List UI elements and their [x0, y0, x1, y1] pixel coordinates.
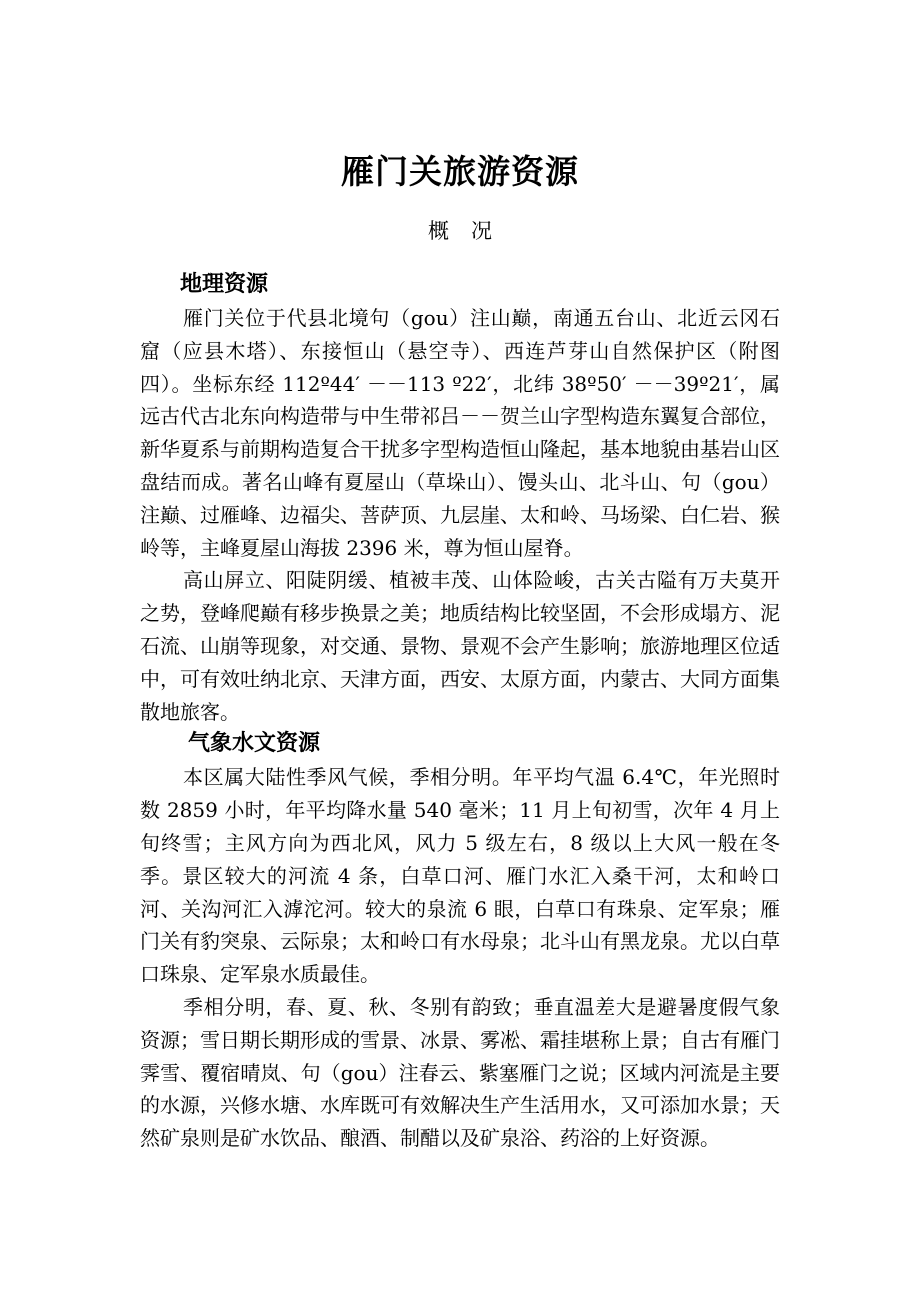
section-heading: 气象水文资源 [188, 731, 321, 757]
section-heading: 地理资源 [180, 272, 269, 297]
paragraph: 季相分明，春、夏、秋、冬别有韵致；垂直温差大是避暑度假气象资源；雪日期长期形成的雪景、冰景、雾凇、霜挂堪称上景；自古有雁门霁雪、覆宿晴岚、句（gou）注春云、紫塞雁门之说；区域内河流是主要的水源，兴修水塘、水库既可有效解决生产生活用水，又可添加水景；天然矿泉则是矿水饮品、酿酒、制醋以及矿泉浴、药浴的上好资源。 [140, 994, 780, 1151]
page-title: 雁门关旅游资源 [341, 152, 579, 191]
document-body [140, 268, 780, 1155]
page-subtitle: 概况 [428, 219, 514, 243]
paragraph: 雁门关位于代县北境句（gou）注山巅，南通五台山、北近云冈石窟（应县木塔）、东接恒山（悬空寺）、西连芦芽山自然保护区（附图四）。坐标东经 112º44′ －－113 º22′，北纬 38º50′ －－39º21′，属远古代古北东向构造带与中生带祁吕－－贺兰山字型构造东翼复合部位，新华夏系与前期构造复合干扰多字型构造恒山隆起，基本地貌由基岩山区盘结而成。著名山峰有夏屋山（草垛山）、馒头山、北斗山、句（gou）注巅、过雁峰、边福尖、菩萨顶、九层崖、太和岭、马场梁、白仁岩、猴岭等，主峰夏屋山海拔 2396 米，尊为恒山屋脊。 [140, 306, 780, 560]
section-geography [140, 268, 780, 728]
paragraph: 本区属大陆性季风气候，季相分明。年平均气温 6.4℃，年光照时数 2859 小时，年平均降水量 540 毫米；11 月上旬初雪，次年 4 月上旬终雪；主风方向为西北风，风力 5 级左右，8 级以上大风一般在冬季。景区较大的河流 4 条，白草口河、雁门水汇入桑干河，太和岭口河、关沟河汇入滹沱河。较大的泉流 6 眼，白草口有珠泉、定军泉；雁门关有豹突泉、云际泉；太和岭口有水母泉；北斗山有黑龙泉。尤以白草口珠泉、定军泉水质最佳。 [140, 765, 780, 987]
paragraph: 高山屏立、阳陡阴缓、植被丰茂、山体险峻，古关古隘有万夫莫开之势，登峰爬巅有移步换景之美；地质结构比较坚固，不会形成塌方、泥石流、山崩等现象，对交通、景物、景观不会产生影响；旅游地理区位适中，可有效吐纳北京、天津方面，西安、太原方面，内蒙古、大同方面集散地旅客。 [140, 568, 780, 724]
section-climate-hydrology [140, 727, 780, 1155]
